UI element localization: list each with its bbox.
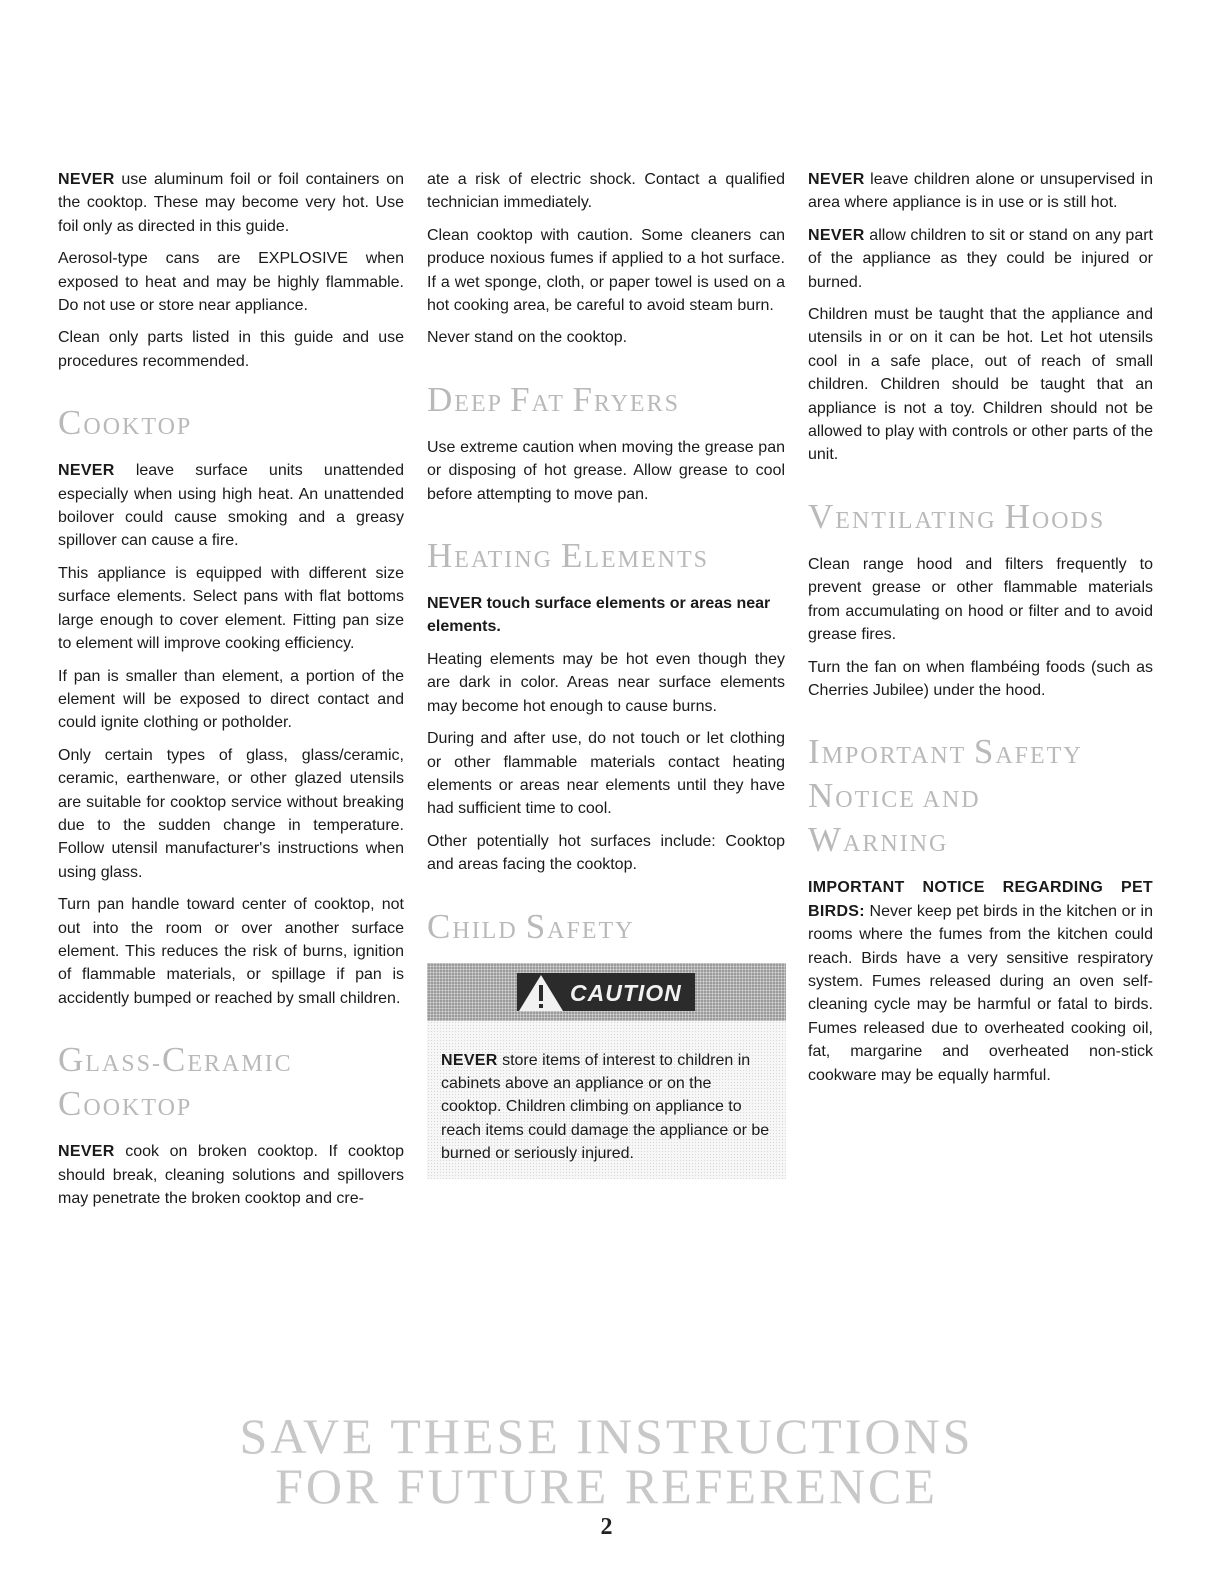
paragraph-glass-types: Only certain types of glass, glass/ceramic, ceramic, earthenware, or other glazed utensils are suitable for cooktop service without breaking due to the sudden change in temperature. Follow utensil manufacturer's instructions when using glass. bbox=[58, 746, 404, 881]
heading-cap: S bbox=[525, 906, 548, 946]
heading-rest: ERAMIC bbox=[187, 1051, 293, 1078]
paragraph-dark-color: Heating elements may be hot even though they are dark in color. Areas near surface elements may become hot enough to cause burns. bbox=[427, 650, 785, 715]
heading-cap: C bbox=[58, 403, 84, 443]
keyword-never: NEVER bbox=[808, 171, 865, 188]
heading-rest: AFETY bbox=[995, 743, 1083, 770]
paragraph-never-stand: Never stand on the cooktop. bbox=[427, 329, 628, 347]
column-middle bbox=[427, 168, 785, 1183]
heading-rest: OOKTOP bbox=[83, 1095, 193, 1122]
paragraph-element-size: This appliance is equipped with different size surface elements. Select pans with flat bottoms large enough to cover element. Fitting pan size to element will improve cooking efficiency. bbox=[58, 564, 404, 653]
heading-rest: OOKTOP bbox=[83, 414, 193, 441]
caution-body: store items of interest to children in cabinets above an appliance or on the cooktop. Children climbing on appliance to reach items could damage the appliance or be burned or seriously injured. bbox=[441, 1051, 770, 1163]
paragraph-broken-cooktop bbox=[58, 1140, 404, 1210]
paragraph-clean-caution: Clean cooktop with caution. Some cleaners can produce noxious fumes if applied to a hot surface. If a wet sponge, cloth, or paper towel is used on a hot cooking area, be careful to avoid steam burn. bbox=[427, 226, 785, 315]
footer-line-2: FOR FUTURE REFERENCE bbox=[275, 1458, 938, 1514]
heading-cap: F bbox=[510, 379, 532, 419]
column-right bbox=[808, 168, 1153, 1096]
keyword-important-notice: IMPORTANT NOTICE REGARDING PET BIRDS: bbox=[808, 879, 1153, 920]
heading-rest: AFETY bbox=[547, 917, 635, 944]
heading-rest: OODS bbox=[1031, 507, 1106, 534]
heading-cap: S bbox=[973, 732, 996, 772]
heading-cap: C bbox=[427, 906, 453, 946]
paragraph-during-after: During and after use, do not touch or let clothing or other flammable materials contact heating elements or areas near elements until they have had sufficient time to cool. bbox=[427, 730, 785, 818]
paragraph-pan-handle: Turn pan handle toward center of cooktop, not out into the room or over another surface element. This reduces the risk of burns, ignition of flammable materials, or spillage if pan is accidently bumped or reached by small children. bbox=[58, 896, 404, 1007]
heading-rest: AT bbox=[531, 390, 573, 417]
heading-rest: ENTILATING bbox=[835, 507, 1005, 534]
paragraph-text: use aluminum foil or foil containers on the cooktop. These may become very hot. Use foil only as directed in this guide. bbox=[58, 171, 404, 235]
paragraph-hot-surfaces: Other potentially hot surfaces include: Cooktop and areas facing the cooktop. bbox=[427, 832, 785, 874]
paragraph-unattended bbox=[58, 459, 404, 553]
heading-rest: HILD bbox=[452, 917, 526, 944]
paragraph-clean-parts: Clean only parts listed in this guide and use procedures recommended. bbox=[58, 329, 404, 370]
heading-glass-ceramic-cooktop bbox=[58, 1040, 404, 1128]
heading-rest: RYERS bbox=[593, 390, 680, 417]
bold-warning-lead: NEVER touch surface elements or areas near elements. bbox=[427, 595, 771, 636]
paragraph-children-taught: Children must be taught that the appliance and utensils in or on it can be hot. Let hot utensils cool in a safe place, out of reach of small children. Children should be taught that an appliance is not a toy. Children should not be allowed to play with controls or other parts of the unit. bbox=[808, 306, 1153, 464]
paragraph-text: leave children alone or unsupervised in area where appliance is in use or is still hot. bbox=[808, 171, 1153, 212]
keyword-never: NEVER bbox=[58, 1143, 115, 1161]
heading-important-safety-notice bbox=[808, 732, 1153, 864]
heading-rest: OTICE AND bbox=[835, 787, 981, 814]
heading-cap: H bbox=[1004, 496, 1032, 536]
heading-cap: H bbox=[427, 536, 455, 576]
keyword-never: NEVER bbox=[58, 462, 115, 480]
footer-line-1: SAVE THESE INSTRUCTIONS bbox=[239, 1408, 974, 1464]
keyword-never: NEVER bbox=[58, 171, 115, 188]
heading-cap: E bbox=[560, 536, 585, 576]
paragraph-text: cook on broken cooktop. If cooktop should break, cleaning solutions and spillovers may penetrate the broken cooktop and cre- bbox=[58, 1143, 404, 1207]
heading-rest: MPORTANT bbox=[821, 743, 974, 770]
caution-word: CAUTION bbox=[570, 979, 682, 1006]
column-left bbox=[58, 168, 404, 1219]
heading-cap: G bbox=[58, 1040, 86, 1080]
heading-cap: F bbox=[572, 379, 594, 419]
heading-child-safety bbox=[427, 907, 785, 951]
heading-cap: I bbox=[808, 732, 822, 772]
paragraph-foil bbox=[58, 168, 404, 238]
paragraph-clean-hood: Clean range hood and filters frequently to prevent grease or other flammable materials from accumulating on hood or filter and to avoid grease fires. bbox=[808, 555, 1153, 644]
paragraph-text: Never keep pet birds in the kitchen or in rooms where the fumes from the kitchen could reach. Birds have a very sensitive respiratory system. Fumes released during an oven self-cleaning cycle may be harmful or fatal to birds. Fumes released due to overheated cooking oil, fat, margarine and overheated non-stick cookware may be equally harmful. bbox=[808, 902, 1153, 1084]
paragraph-children-alone bbox=[808, 168, 1153, 215]
keyword-never: NEVER bbox=[441, 1051, 498, 1069]
heading-cap: W bbox=[808, 820, 844, 860]
heading-cooktop bbox=[58, 403, 404, 447]
heading-deep-fat-fryers bbox=[427, 380, 785, 424]
heading-rest: ARNING bbox=[843, 831, 949, 858]
paragraph-pet-birds bbox=[808, 876, 1153, 1087]
heading-cap: C bbox=[161, 1040, 188, 1080]
paragraph-shock: ate a risk of electric shock. Contact a qualified technician immediately. bbox=[427, 171, 785, 212]
heading-rest: EATING bbox=[454, 547, 561, 574]
paragraph-small-pan: If pan is smaller than element, a portion of the element will be exposed to direct contact and could ignite clothing or potholder. bbox=[58, 667, 404, 732]
caution-text bbox=[441, 1049, 771, 1166]
paragraph-text: leave surface units unattended especially when using high heat. An unattended boilover could cause smoking and a greasy spillover can cause a fire. bbox=[58, 462, 404, 550]
paragraph-grease: Use extreme caution when moving the grease pan or disposing of hot grease. Allow grease to cool before attempting to move pan. bbox=[427, 438, 785, 503]
paragraph-aerosol: Aerosol-type cans are EXPLOSIVE when exposed to heat and may be highly flammable. Do not use or store near appliance. bbox=[58, 250, 404, 315]
paragraph-text: allow children to sit or stand on any part of the appliance as they could be injured or burned. bbox=[808, 226, 1153, 291]
caution-box bbox=[427, 1021, 786, 1179]
heading-cap: D bbox=[427, 379, 455, 419]
heading-rest: EEP bbox=[454, 390, 511, 417]
caution-block bbox=[427, 963, 785, 1183]
heading-cap: V bbox=[808, 496, 836, 536]
heading-ventilating-hoods bbox=[808, 497, 1153, 541]
heading-heating-elements bbox=[427, 536, 785, 580]
page-number: 2 bbox=[600, 1514, 613, 1540]
heading-rest: LASS- bbox=[85, 1051, 162, 1078]
heading-rest: LEMENTS bbox=[584, 547, 709, 574]
heading-cap: N bbox=[808, 776, 836, 816]
paragraph-children-sit bbox=[808, 224, 1153, 294]
caution-banner bbox=[427, 963, 786, 1021]
keyword-never: NEVER bbox=[808, 226, 865, 244]
paragraph-fan-on: Turn the fan on when flambéing foods (such as Cherries Jubilee) under the hood. bbox=[808, 658, 1153, 699]
heading-cap: C bbox=[58, 1084, 84, 1124]
